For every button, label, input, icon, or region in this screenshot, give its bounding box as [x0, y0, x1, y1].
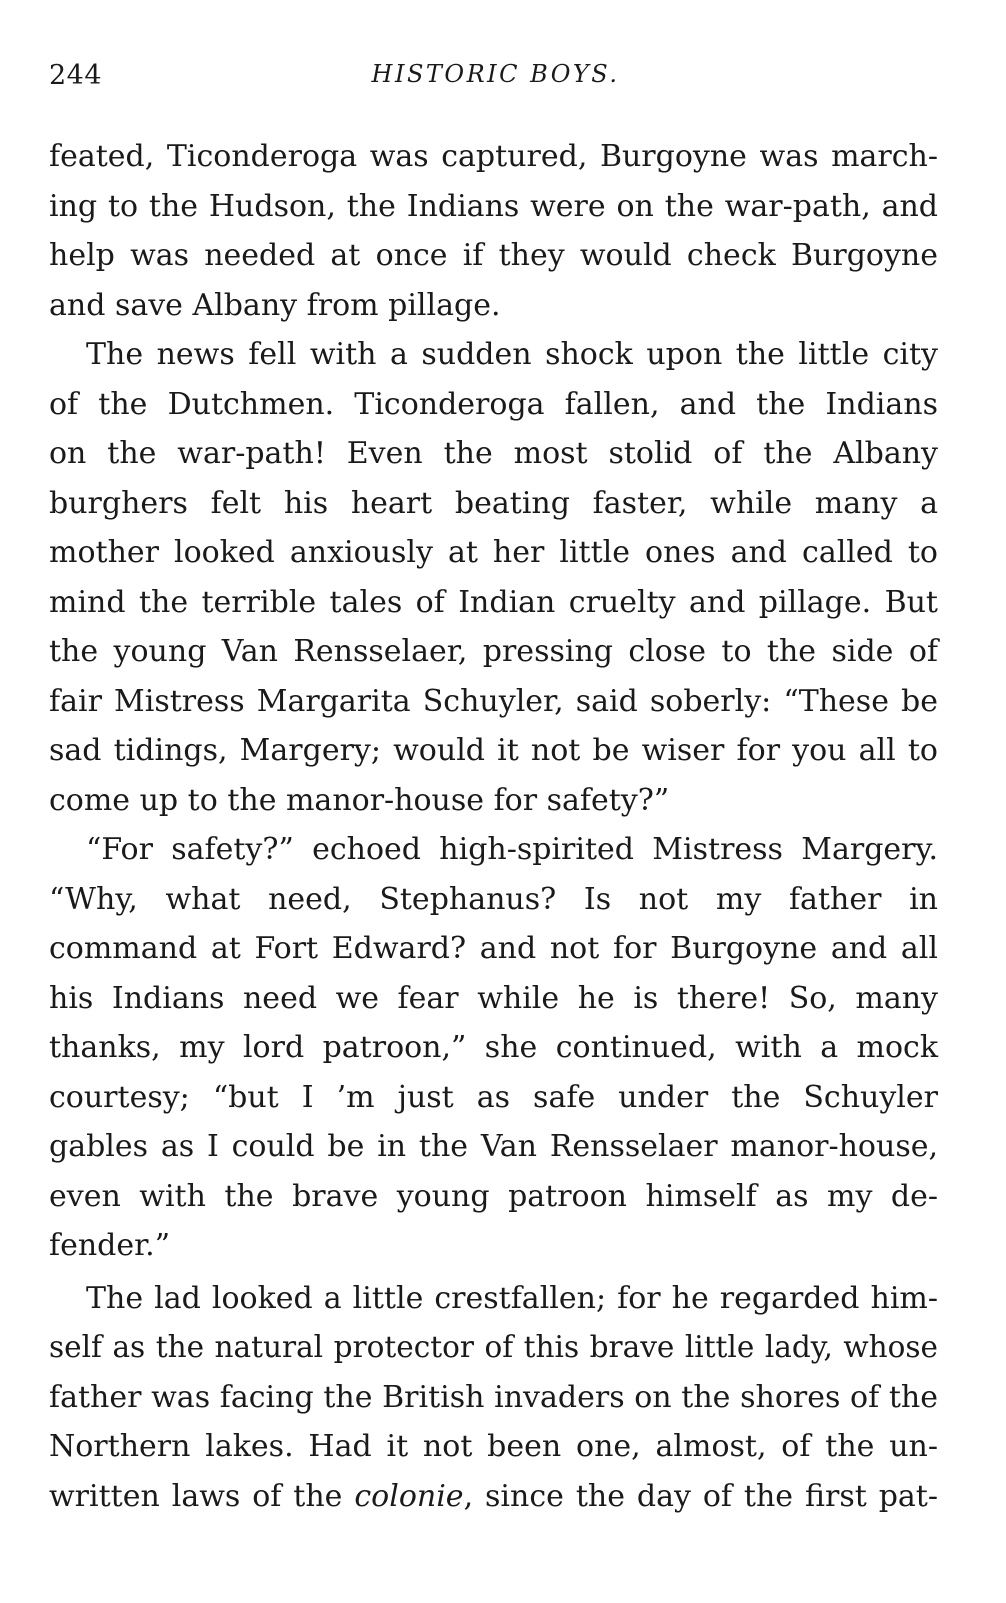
text-segment: , since the day of the first pat- — [463, 1478, 938, 1514]
text-line: sad tidings, Margery; would it not be wiser for you all to — [49, 733, 938, 768]
text-line: mind the terrible tales of Indian cruelty and pillage. But — [49, 584, 938, 620]
text-line: of the Dutchmen. Ticonderoga fallen, and the Indians — [49, 386, 938, 422]
text-line: help was needed at once if they would check Burgoyne — [49, 238, 938, 273]
paragraph-start-line: The lad looked a little crestfallen; for he regarded him- — [86, 1280, 938, 1316]
text-line: even with the brave young patroon himself as my de- — [49, 1178, 938, 1214]
text-line: courtesy; “but I ’m just as safe under the Schuyler — [49, 1079, 938, 1115]
italic-word: colonie — [354, 1478, 464, 1514]
paragraph-start-line: The news fell with a sudden shock upon the little city — [86, 337, 938, 372]
text-line: fender.” — [49, 1228, 171, 1263]
text-line: the young Van Rensselaer, pressing close to the side of — [49, 634, 938, 669]
text-segment: written laws of the — [49, 1478, 355, 1514]
page-header — [49, 58, 942, 102]
text-line-last — [49, 1472, 938, 1522]
text-line: self as the natural protector of this brave little lady, whose — [49, 1330, 938, 1364]
running-title: HISTORIC BOYS. — [371, 60, 620, 88]
text-line: fair Mistress Margarita Schuyler, said soberly: “These be — [49, 683, 938, 719]
text-line: command at Fort Edward? and not for Burgoyne and all — [49, 931, 938, 966]
text-line: come up to the manor-house for safety?” — [49, 782, 670, 818]
body-text — [49, 132, 938, 1521]
text-line: gables as I could be in the Van Rensselaer manor-house, — [49, 1129, 938, 1164]
text-line: father was facing the British invaders on the shores of the — [49, 1379, 938, 1415]
text-line: feated, Ticonderoga was captured, Burgoyne was march- — [49, 139, 938, 174]
text-line: on the war-path! Even the most stolid of the Albany — [49, 436, 938, 471]
page-number: 244 — [49, 60, 103, 91]
text-line: mother looked anxiously at her little ones and called to — [49, 535, 938, 570]
text-line: burghers felt his heart beating faster, while many a — [49, 485, 938, 521]
paragraph-start-line: “For safety?” echoed high-spirited Mistress Margery. — [86, 832, 938, 867]
text-line: thanks, my lord patroon,” she continued, with a mock — [49, 1030, 938, 1065]
text-line: and save Albany from pillage. — [49, 287, 501, 323]
text-line: ing to the Hudson, the Indians were on the war-path, and — [49, 188, 938, 224]
text-line: his Indians need we fear while he is there! So, many — [49, 980, 938, 1016]
text-line: “Why, what need, Stephanus? Is not my father in — [49, 881, 938, 917]
text-line: Northern lakes. Had it not been one, almost, of the un- — [49, 1429, 938, 1464]
